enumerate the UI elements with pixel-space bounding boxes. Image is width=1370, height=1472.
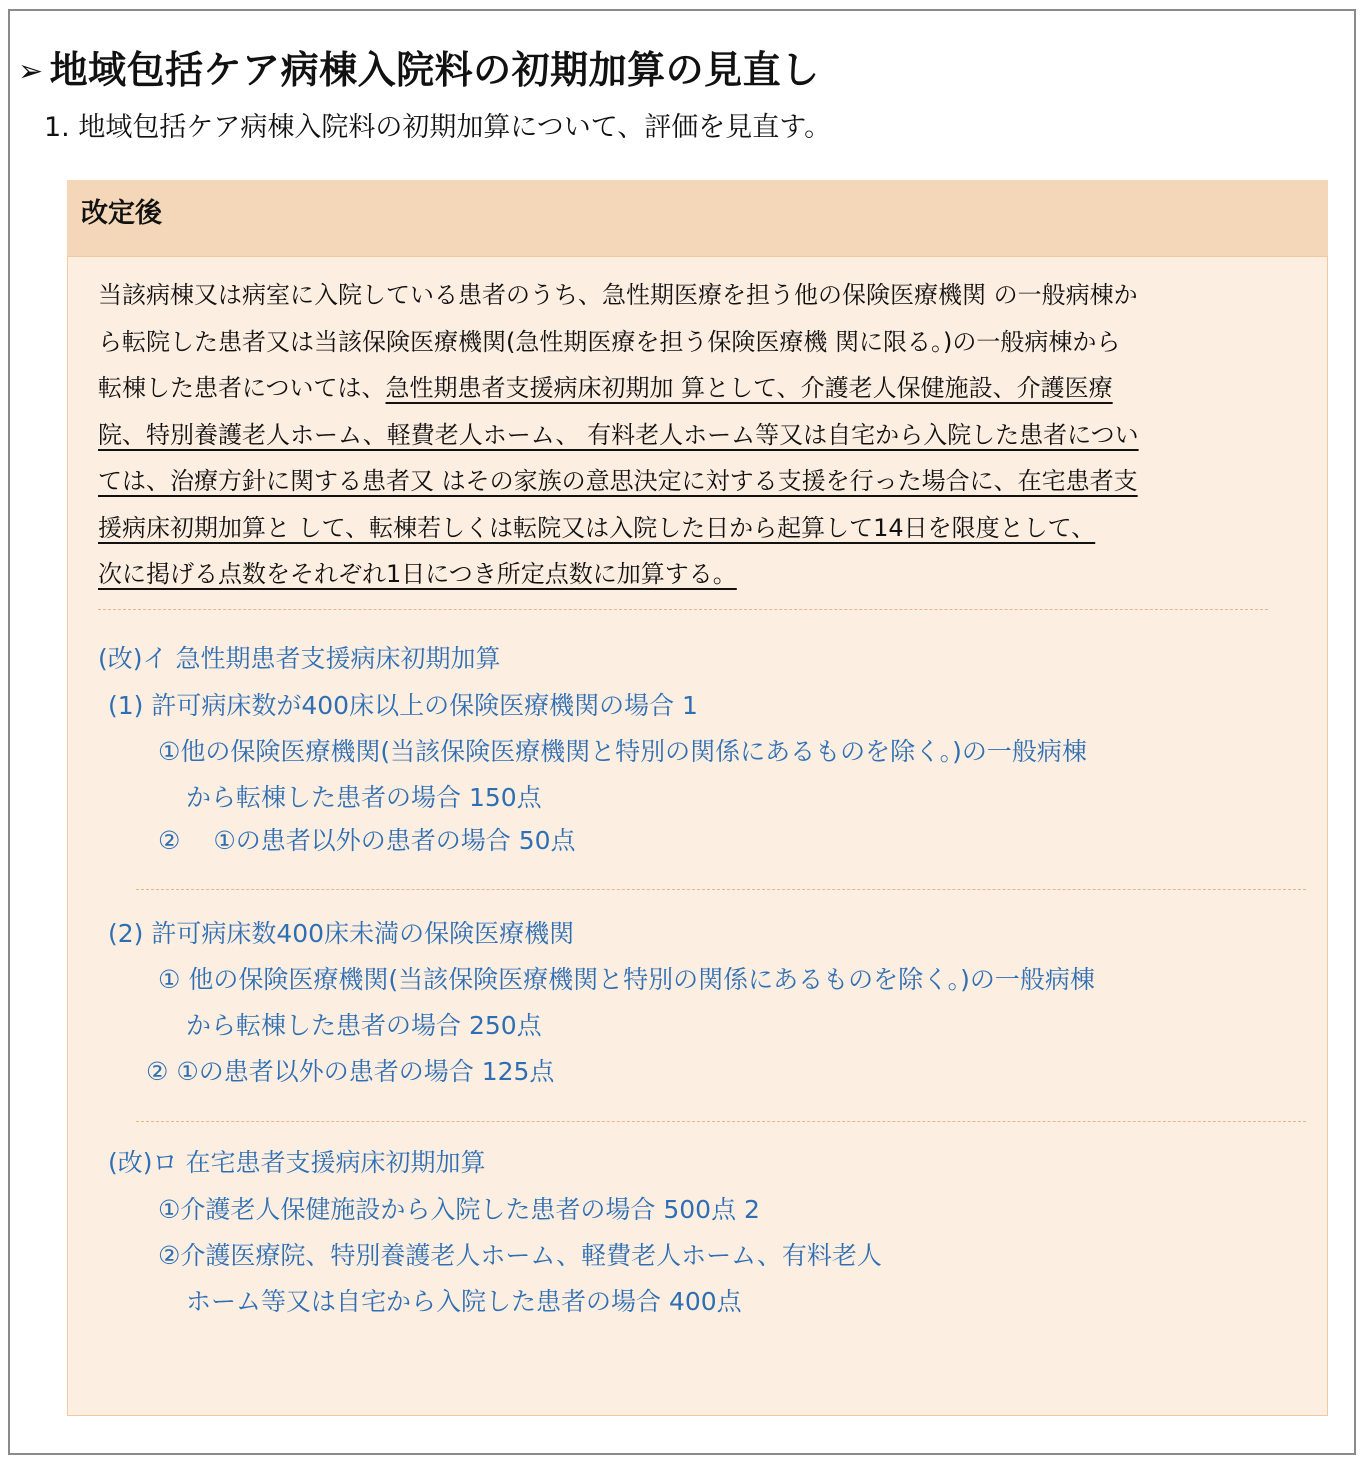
arrow-bullet-icon: ➢ xyxy=(18,54,44,89)
section-ro-heading: (改)ロ 在宅患者支援病床初期加算 xyxy=(108,1148,486,1177)
paragraph-line-3-underlined: 急性期患者支援病床初期加 算として、介護老人保健施設、介護医療 xyxy=(385,374,1113,402)
divider-2 xyxy=(136,889,1306,890)
paragraph-line-6: 援病床初期加算と して、転棟若しくは転院又は入院した日から起算して14日を限度として、 xyxy=(98,513,1096,542)
divider-3 xyxy=(136,1121,1306,1122)
section-ro-item1: ①介護老人保健施設から入院した患者の場合 500点 2 xyxy=(158,1195,760,1224)
paragraph-line-4: 院、特別養護老人ホーム、軽費老人ホーム、 有料老人ホーム等又は自宅から入院した患者につい xyxy=(98,420,1139,449)
paragraph-line-3-plain: 転棟した患者については、 xyxy=(98,374,386,402)
section-i-sub1-heading: (1) 許可病床数が400床以上の保険医療機関の場合 1 xyxy=(108,691,698,720)
section-i-heading: (改)イ 急性期患者支援病床初期加算 xyxy=(98,644,501,673)
section-i-sub2-item1-line2: から転棟した患者の場合 250点 xyxy=(186,1011,542,1040)
page-subtitle: 1. 地域包括ケア病棟入院料の初期加算について、評価を見直す。 xyxy=(44,112,832,143)
section-i-sub1-item1-line1: ①他の保険医療機関(当該保険医療機関と特別の関係にあるものを除く。)の一般病棟 xyxy=(158,737,1087,766)
section-i-sub2-item2: ② ①の患者以外の患者の場合 125点 xyxy=(146,1057,555,1086)
panel-header xyxy=(67,180,1328,256)
paragraph-line-7: 次に掲げる点数をそれぞれ1日につき所定点数に加算する。 xyxy=(98,560,737,588)
page-title-text: 地域包括ケア病棟入院料の初期加算の見直し xyxy=(49,48,820,92)
panel-header-label: 改定後 xyxy=(81,198,162,229)
section-ro-item2-line2: ホーム等又は自宅から入院した患者の場合 400点 xyxy=(186,1287,742,1316)
section-i-sub1-item1-line2: から転棟した患者の場合 150点 xyxy=(186,783,542,812)
paragraph-line-2: ら転院した患者又は当該保険医療機関(急性期医療を担う保険医療機 関に限る。)の一般病棟から xyxy=(98,327,1121,356)
section-i-sub1-item2: ② ①の患者以外の患者の場合 50点 xyxy=(158,826,576,855)
divider-1 xyxy=(98,609,1268,610)
section-i-sub2-item1-line1: ① 他の保険医療機関(当該保険医療機関と特別の関係にあるものを除く。)の一般病棟 xyxy=(158,965,1095,994)
paragraph-line-3 xyxy=(98,365,1298,412)
section-i-sub2-heading: (2) 許可病床数400床未満の保険医療機関 xyxy=(108,919,575,948)
section-ro-item2-line1: ②介護医療院、特別養護老人ホーム、軽費老人ホーム、有料老人 xyxy=(158,1241,882,1270)
revision-paragraph xyxy=(98,272,1298,598)
page-title xyxy=(18,42,820,100)
paragraph-line-1: 当該病棟又は病室に入院している患者のうち、急性期医療を担う他の保険医療機関 の一般病棟か xyxy=(98,281,1138,309)
paragraph-line-5: ては、治療方針に関する患者又 はその家族の意思決定に対する支援を行った場合に、在宅患者支 xyxy=(98,467,1138,495)
